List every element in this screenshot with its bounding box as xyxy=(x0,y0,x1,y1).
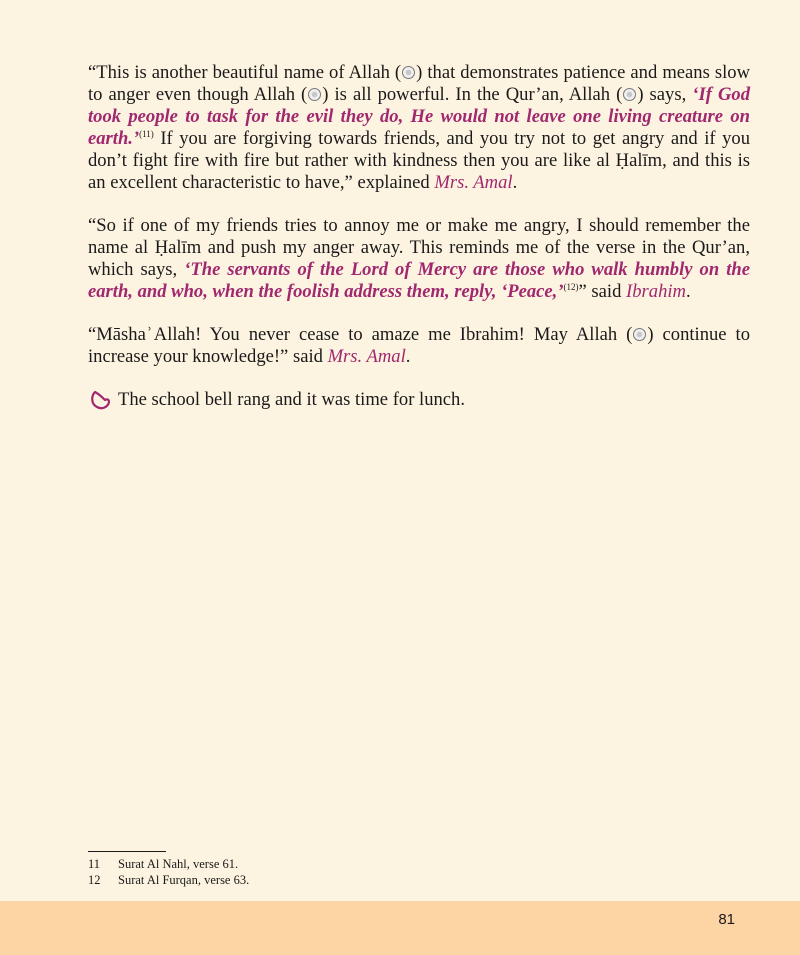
narration-marker-icon xyxy=(88,387,114,413)
page-body xyxy=(88,62,750,413)
honorific-glyph-icon xyxy=(402,66,415,79)
footnote-number: 11 xyxy=(88,857,101,871)
narration-text: The school bell rang and it was time for lunch. xyxy=(118,389,465,410)
paragraph-2: “So if one of my friends tries to annoy me or make me angry, I should remember the name al Ḥalīm and push my anger away. This reminds me of the verse in the Qur’an, which says, ‘The servants of the Lord of Mercy are those who walk humbly on the earth, and who, when the foolish address them, reply, ‘Peace,’$^{(12)}$” said Ibrahim. xyxy=(88,215,750,302)
quran-quote: ‘The servants of the Lord of Mercy are those who walk humbly on the earth, and who, when the foolish address them, reply, ‘Peace,’ xyxy=(88,259,750,302)
narration-line xyxy=(88,387,750,413)
footnote-text: Surat Al Nahl, verse 61. xyxy=(118,857,239,871)
footnote-ref: (11) xyxy=(139,129,154,139)
page-number: 81 xyxy=(718,911,735,928)
honorific-glyph-icon xyxy=(308,88,321,101)
footnotes xyxy=(88,857,249,888)
footnote-divider xyxy=(88,851,166,852)
quran-quote: ‘If God took people to task for the evil they do, He would not leave one living creature on earth.’ xyxy=(88,84,750,149)
footnote-item xyxy=(88,873,249,889)
speaker-name: Mrs. Amal xyxy=(434,172,513,193)
footnote-number: 12 xyxy=(88,872,101,887)
footnote-item xyxy=(88,857,249,873)
footnote-ref: (12) xyxy=(563,282,579,292)
honorific-glyph-icon xyxy=(633,328,646,341)
footnote-text: Surat Al Furqan, verse 63. xyxy=(118,872,250,887)
speaker-name: Ibrahim xyxy=(626,281,686,302)
paragraph-3: “Māsha ͗Allah! You never cease to amaze me Ibrahim! May Allah ( ) continue to increase your knowledge!” said Mrs. Amal. xyxy=(88,324,750,367)
footer-band xyxy=(0,901,800,955)
honorific-glyph-icon xyxy=(623,88,636,101)
paragraph-1: “This is another beautiful name of Allah ( ) that demonstrates patience and means slow to anger even though Allah ( ) is all powerful. In the Qur’an, Allah ( ) says, ‘If God took people to task for the evil they do, He would not leave one living creature on earth.’$^{(11)}$ If you are forgiving towards friends, and you try not to get angry and if you don’t fight fire with fire but rather with kindness then you are like al Ḥalīm, and this is an excellent characteristic to have,” explained Mrs. Amal. xyxy=(88,62,751,193)
speaker-name: Mrs. Amal xyxy=(327,346,406,367)
